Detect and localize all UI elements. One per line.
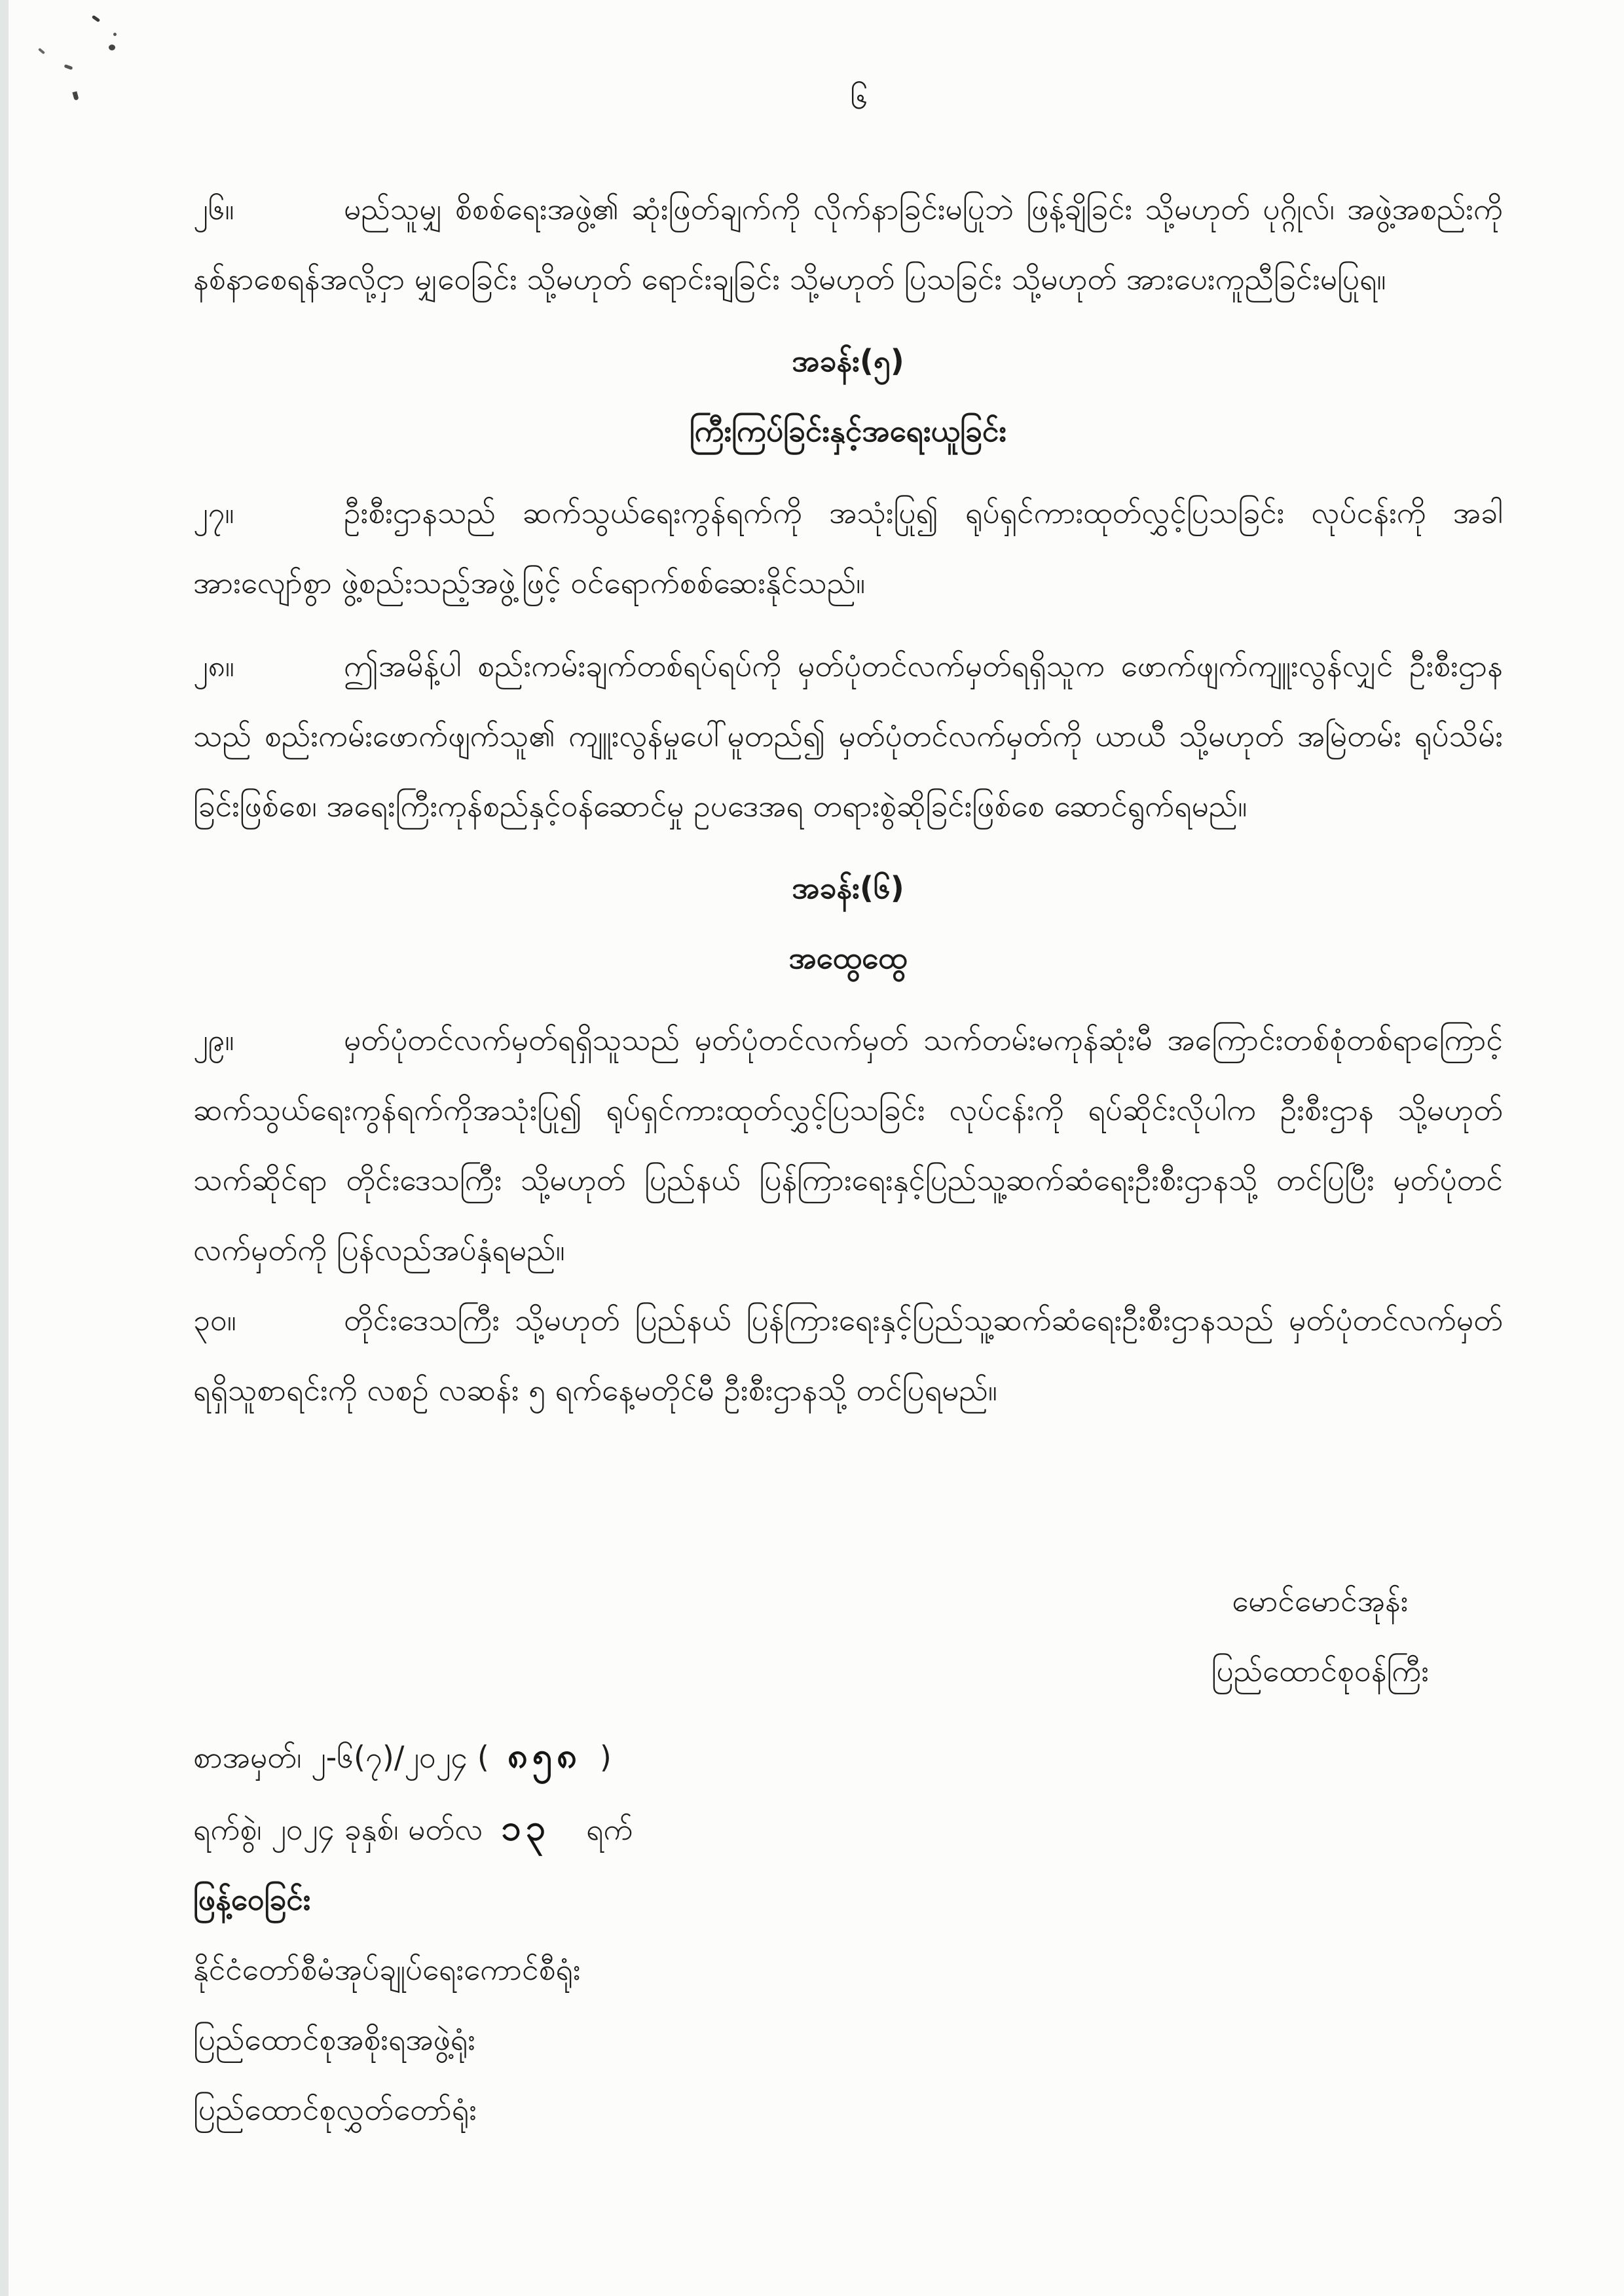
letter-number-line xyxy=(193,1721,1503,1793)
distribution-item: ပြည်ထောင်စုအစိုးရအဖွဲ့ရုံး xyxy=(193,2022,475,2057)
date-line xyxy=(193,1793,1503,1865)
paragraph-26-number: ၂၆။ xyxy=(193,191,234,227)
chapter-5-subheading: ကြီးကြပ်ခြင်းနှင့်အရေးယူခြင်း xyxy=(689,413,1007,448)
paragraph-26-text: မည်သူမျှ စိစစ်ရေးအဖွဲ့၏ ဆုံးဖြတ်ချက်ကို လိုက်နာခြင်းမပြုဘဲ ဖြန့်ချိခြင်း သို့မဟုတ် ပုဂ္ဂိုလ်၊ အဖွဲ့အစည်းကို နစ်နာစေရန်အလို့ငှာ မျှဝေခြင်း သို့မဟုတ် ရောင်းချခြင်း သို့မဟုတ် ပြသခြင်း သို့မဟုတ် အားပေးကူညီခြင်းမပြုရ။ xyxy=(193,191,1503,297)
paragraph-30-text: တိုင်းဒေသကြီး သို့မဟုတ် ပြည်နယ် ပြန်ကြားရေးနှင့်ပြည်သူ့ဆက်ဆံရေးဦးစီးဌာနသည် မှတ်ပုံတင်လက်မှတ် ရရှိသူစာရင်းကို လစဉ် လဆန်း ၅ ရက်နေ့မတိုင်မီ ဦးစီးဌာနသို့ တင်ပြရမည်။ xyxy=(193,1302,1503,1408)
date-day-handwritten: ၁၃ xyxy=(501,1807,551,1848)
distribution-item: ပြည်ထောင်စုလွှတ်တော်ရုံး xyxy=(193,2092,477,2127)
chapter-5-heading: အခန်း(၅) xyxy=(792,343,904,378)
date-suffix: ရက် xyxy=(586,1812,633,1847)
footer-block xyxy=(193,1721,1503,2145)
chapter-6-heading: အခန်း(၆) xyxy=(792,870,904,905)
scanner-edge-shadow xyxy=(0,0,9,2296)
signature-block xyxy=(193,1566,1503,1706)
letter-number-suffix: ) xyxy=(599,1740,612,1775)
signatory-name: မောင်မောင်အုန်း xyxy=(1232,1583,1409,1618)
document-body xyxy=(193,174,1503,2145)
chapter-6-subheading: အထွေထွေ xyxy=(788,940,908,975)
paragraph-29-text: မှတ်ပုံတင်လက်မှတ်ရရှိသူသည် မှတ်ပုံတင်လက်မှတ် သက်တမ်းမကုန်ဆုံးမီ အကြောင်းတစ်စုံတစ်ရာကြောင့် ဆက်သွယ်ရေးကွန်ရက်ကိုအသုံးပြု၍ ရုပ်ရှင်ကားထုတ်လွှင့်ပြသခြင်း လုပ်ငန်းကို ရပ်ဆိုင်းလိုပါက ဦးစီးဌာန သို့မဟုတ် သက်ဆိုင်ရာ တိုင်းဒေသကြီး သို့မဟုတ် ပြည်နယ် ပြန်ကြားရေးနှင့်ပြည်သူ့ဆက်ဆံရေးဦးစီးဌာနသို့ တင်ပြပြီး မှတ်ပုံတင်လက်မှတ်ကို ပြန်လည်အပ်နှံရမည်။ xyxy=(193,1022,1503,1267)
paragraph-29-number: ၂၉။ xyxy=(193,1022,234,1057)
date-prefix: ရက်စွဲ၊ ၂၀၂၄ ခုနှစ်၊ မတ်လ xyxy=(193,1812,483,1847)
paragraph-26 xyxy=(193,174,1503,314)
distribution-heading: ဖြန့်ဝေခြင်း xyxy=(193,1882,311,1917)
paragraph-29 xyxy=(193,1005,1503,1285)
page-number: ၆ xyxy=(850,80,868,117)
paragraph-27 xyxy=(193,478,1503,618)
paragraph-27-number: ၂၇။ xyxy=(193,495,234,530)
signature-inner xyxy=(1211,1566,1429,1706)
paragraph-28-number: ၂၈။ xyxy=(193,648,234,683)
paragraph-28-text: ဤအမိန့်ပါ စည်းကမ်းချက်တစ်ရပ်ရပ်ကို မှတ်ပုံတင်လက်မှတ်ရရှိသူက ဖောက်ဖျက်ကျူးလွန်လျှင် ဦးစီးဌာနသည် စည်းကမ်းဖောက်ဖျက်သူ၏ ကျူးလွန်မှုပေါ်မူတည်၍ မှတ်ပုံတင်လက်မှတ်ကို ယာယီ သို့မဟုတ် အမြဲတမ်း ရုပ်သိမ်းခြင်းဖြစ်စေ၊ အရေးကြီးကုန်စည်နှင့်ဝန်ဆောင်မှု ဥပဒေအရ တရားစွဲဆိုခြင်းဖြစ်စေ ဆောင်ရွက်ရမည်။ xyxy=(193,648,1503,824)
paragraph-30-number: ၃၀။ xyxy=(193,1302,236,1338)
scan-speck xyxy=(38,48,45,54)
paragraph-27-text: ဦးစီးဌာနသည် ဆက်သွယ်ရေးကွန်ရက်ကို အသုံးပြု၍ ရုပ်ရှင်ကားထုတ်လွှင့်ပြသခြင်း လုပ်ငန်းကို အခါအားလျော်စွာ ဖွဲ့စည်းသည့်အဖွဲ့ဖြင့် ဝင်ရောက်စစ်ဆေးနိုင်သည်။ xyxy=(193,495,1503,600)
signatory-title: ပြည်ထောင်စုဝန်ကြီး xyxy=(1211,1653,1429,1688)
paragraph-28 xyxy=(193,631,1503,841)
letter-number-prefix: စာအမှတ်၊ ၂-၆(၇)/၂၀၂၄ ( xyxy=(193,1740,489,1775)
paragraph-30 xyxy=(193,1285,1503,1425)
letter-number-handwritten: ၈၅၈ xyxy=(507,1735,581,1776)
distribution-item: နိုင်ငံတော်စီမံအုပ်ချုပ်ရေးကောင်စီရုံး xyxy=(193,1952,581,1987)
